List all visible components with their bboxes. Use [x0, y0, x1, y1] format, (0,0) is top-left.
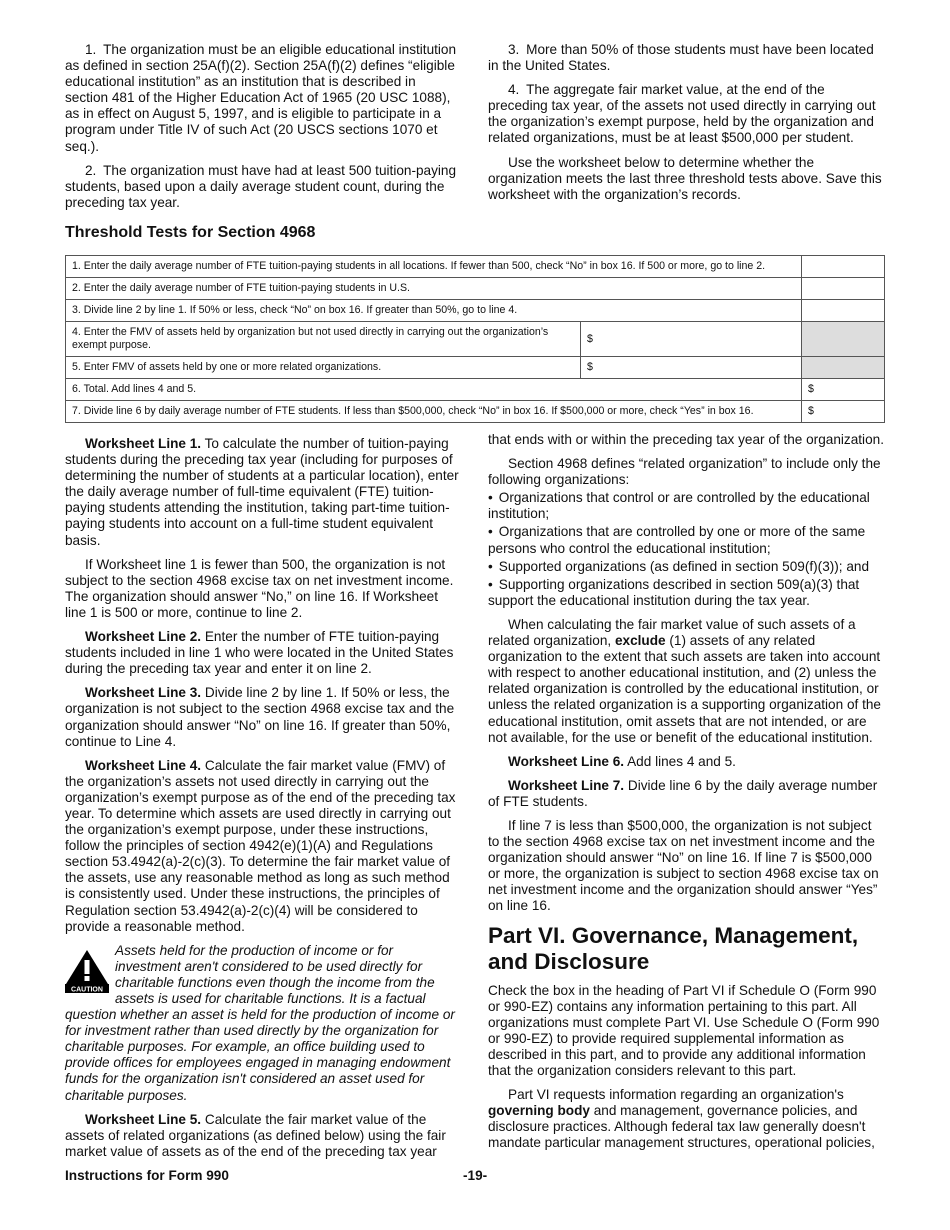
part-vi-intro: Check the box in the heading of Part VI if Schedule O (Form 990 or 990-EZ) contains any information pertaining to this part. All organizations must complete Part VI. Use Schedule O (Form 990 or 990-EZ) to provide required supplemental information as described in this part, and to provide any additional information that the organization considers relevant to this part.	[488, 982, 880, 1078]
worksheet-line-5-shaded	[802, 357, 885, 379]
worksheet-row-6	[66, 379, 885, 401]
worksheet-line-7: 7. Divide line 6 by daily average number of FTE students. If less than $500,000, check “No” in box 16. If $500,000 or more, check “Yes” in box 16.	[66, 401, 802, 423]
threshold-worksheet-table	[65, 255, 885, 423]
worksheet-line-2: 2. Enter the daily average number of FTE tuition-paying students in U.S.	[66, 278, 802, 300]
worksheet-line-5-instructions: Worksheet Line 5. Calculate the fair market value of the assets of related organizations (as defined below) using the fair market value of assets as of the end of the preceding tax year	[65, 1111, 446, 1159]
worksheet-intro: Use the worksheet below to determine whether the organization meets the last three threshold tests above. Save this worksheet with the organization’s records.	[488, 154, 882, 202]
line-1-result-paragraph: If Worksheet line 1 is fewer than 500, the organization is not subject to the section 4968 excise tax on net investment income. The organization should answer “No,” on line 16. If Worksheet line 1 is 500 or more, continue to line 2.	[65, 556, 454, 620]
instructions-left-column	[65, 436, 461, 1168]
worksheet-line-6-heading: Worksheet Line 6.	[508, 753, 625, 769]
worksheet-line-5-continued: that ends with or within the preceding tax year of the organization.	[488, 432, 884, 447]
caution-text: Assets held for the production of income or for investment aren't considered to be used directly for charitable functions even though the income from the assets is used for charitable functions. It is a factual question whether an asset is held for the production of income or for investment rather than used directly by the organization for charitable purposes. For example, an office building used to provide offices for employees engaged in managing endowment funds for the organization isn't considered an asset used for charitable purposes.	[65, 942, 455, 1103]
intro-left-column	[65, 42, 461, 219]
worksheet-line-1-instructions: Worksheet Line 1. To calculate the number of tuition-paying students during the preceding tax year (including for purposes of determining the number of students at a particular location), enter the daily average number of full-time equivalent (FTE) tuition-paying students attending the institution, taking part-time tuition-paying students into account on a full-time student equivalent basis.	[65, 436, 459, 548]
worksheet-line-5-heading: Worksheet Line 5.	[85, 1111, 202, 1127]
line-7-result-paragraph: If line 7 is less than $500,000, the organization is not subject to the section 4968 excise tax on net investment income and the organization should answer “No” on line 16. If line 7 is $500,000 or more, the organization is subject to section 4968 excise tax on net investment income and the organization should answer “Yes” on line 16.	[488, 817, 879, 914]
worksheet-line-4-instructions: Worksheet Line 4. Calculate the fair market value (FMV) of the organization’s assets not used directly in carrying out the organization’s exempt purpose as of the end of the preceding tax year. To determine which assets are used directly in carrying out the organization’s exempt purpose, under these instructions, follow the principles of section 4942(e)(1)(A) and Regulations section 53.4942(a)-2(c)(3). To determine the fair market value of the assets, use any reasonable method as long as such method is consistently used. Under these instructions, the principles of Regulation section 53.4942(a)-2(c)(4) will be considered to provide a reasonable method.	[65, 757, 456, 934]
fmv-exclusion-paragraph: When calculating the fair market value of such assets of a related organization, exclude (1) assets of any related organization to the extent that such assets are taken into account with respect to another educational institution, and (2) unless the related organization is controlled by the educational institution, or unless the related organization is a supporting organization of the educational institution, omit assets that are not intended, or are not available, for the use or benefit of the educational institution.	[488, 616, 881, 745]
part-vi-governance: Part VI requests information regarding an organization's governing body and management, governance policies, and disclosure practices. Although federal tax law generally doesn't mandate particular management structures, operational policies,	[488, 1087, 875, 1151]
part-vi-heading: Part VI. Governance, Management, and Disclosure	[488, 922, 859, 974]
worksheet-title: Threshold Tests for Section 4968	[65, 224, 316, 241]
worksheet-line-6-instructions: Worksheet Line 6. Add lines 4 and 5.	[508, 753, 736, 769]
worksheet-row-5	[66, 357, 885, 379]
related-org-bullet-2: • Organizations that are controlled by one or more of the same persons who control the educational institution;	[488, 524, 886, 556]
worksheet-row-2	[66, 278, 885, 300]
worksheet-line-4-heading: Worksheet Line 4.	[85, 757, 202, 773]
caution-label: CAUTION	[71, 986, 103, 993]
intro-right-column	[488, 42, 886, 211]
worksheet-line-7-amount[interactable]: $	[802, 401, 885, 423]
footer-page-number: -19-	[463, 1168, 488, 1183]
worksheet-line-1-heading: Worksheet Line 1.	[85, 436, 202, 451]
related-org-definition: Section 4968 defines “related organization” to include only the following organizations:	[488, 456, 881, 488]
worksheet-line-5-amount[interactable]: $	[581, 357, 802, 379]
worksheet-line-2-instructions: Worksheet Line 2. Enter the number of FTE tuition-paying students included in line 1 who were located in the United States during the preceding tax year and enter it on line 2.	[65, 629, 454, 677]
worksheet-line-3-entry[interactable]	[802, 300, 885, 322]
related-org-bullet-4: • Supporting organizations described in section 509(a)(3) that support the educational institution during the tax year.	[488, 577, 886, 609]
requirement-4: 4. The aggregate fair market value, at the end of the preceding tax year, of the assets not used directly in carrying out the organization’s exempt purpose, held by the organization and related organizations, must be at least $500,000 per student.	[488, 82, 876, 146]
related-org-bullet-1: • Organizations that control or are controlled by the educational institution;	[488, 490, 886, 522]
worksheet-line-1: 1. Enter the daily average number of FTE tuition-paying students in all locations. If fewer than 500, check “No” in box 16. If 500 or more, go to line 2.	[66, 256, 802, 278]
worksheet-row-7	[66, 401, 885, 423]
worksheet-line-4-shaded	[802, 322, 885, 357]
related-org-bullet-3: • Supported organizations (as defined in section 509(f)(3)); and	[488, 559, 886, 575]
worksheet-line-6: 6. Total. Add lines 4 and 5.	[66, 379, 802, 401]
worksheet-line-2-entry[interactable]	[802, 278, 885, 300]
worksheet-line-3-instructions: Worksheet Line 3. Divide line 2 by line 1. If 50% or less, the organization is not subject to the section 4968 excise tax and the organization should answer “No” on line 16. If greater than 50%, continue to Line 4.	[65, 685, 455, 749]
requirement-3: 3. More than 50% of those students must have been located in the United States.	[488, 42, 874, 74]
worksheet-row-3	[66, 300, 885, 322]
caution-icon	[65, 949, 109, 993]
worksheet-row-4	[66, 322, 885, 357]
worksheet-line-3: 3. Divide line 2 by line 1. If 50% or less, check “No” on box 16. If greater than 50%, go to line 4.	[66, 300, 802, 322]
requirement-1: 1. The organization must be an eligible educational institution as defined in section 25A(f)(2). Section 25A(f)(2) defines “eligible educational institution” as an institution that is described in section 481 of the Higher Education Act of 1965 (20 USC 1088), as in effect on August 5, 1997, and is eligible to participate in a program under Title IV of such Act (20 USCS sections 1070 et seq.).	[65, 42, 457, 154]
worksheet-row-1	[66, 256, 885, 278]
worksheet-line-4: 4. Enter the FMV of assets held by organization but not used directly in carrying out the organization’s exempt purpose.	[66, 322, 581, 357]
worksheet-line-1-entry[interactable]	[802, 256, 885, 278]
worksheet-line-7-instructions: Worksheet Line 7. Divide line 6 by the daily average number of FTE students.	[488, 777, 878, 809]
worksheet-line-2-heading: Worksheet Line 2.	[85, 629, 202, 645]
caution-note	[65, 943, 461, 1104]
footer-form-title: Instructions for Form 990	[65, 1168, 229, 1183]
instructions-right-column	[488, 432, 886, 1159]
worksheet-line-7-heading: Worksheet Line 7.	[508, 777, 625, 793]
worksheet-line-6-amount[interactable]: $	[802, 379, 885, 401]
worksheet-line-5: 5. Enter FMV of assets held by one or more related organizations.	[66, 357, 581, 379]
requirement-2: 2. The organization must have had at least 500 tuition-paying students, based upon a daily average student count, during the preceding tax year.	[65, 162, 457, 210]
worksheet-line-3-heading: Worksheet Line 3.	[85, 685, 202, 701]
worksheet-line-4-amount[interactable]: $	[581, 322, 802, 357]
